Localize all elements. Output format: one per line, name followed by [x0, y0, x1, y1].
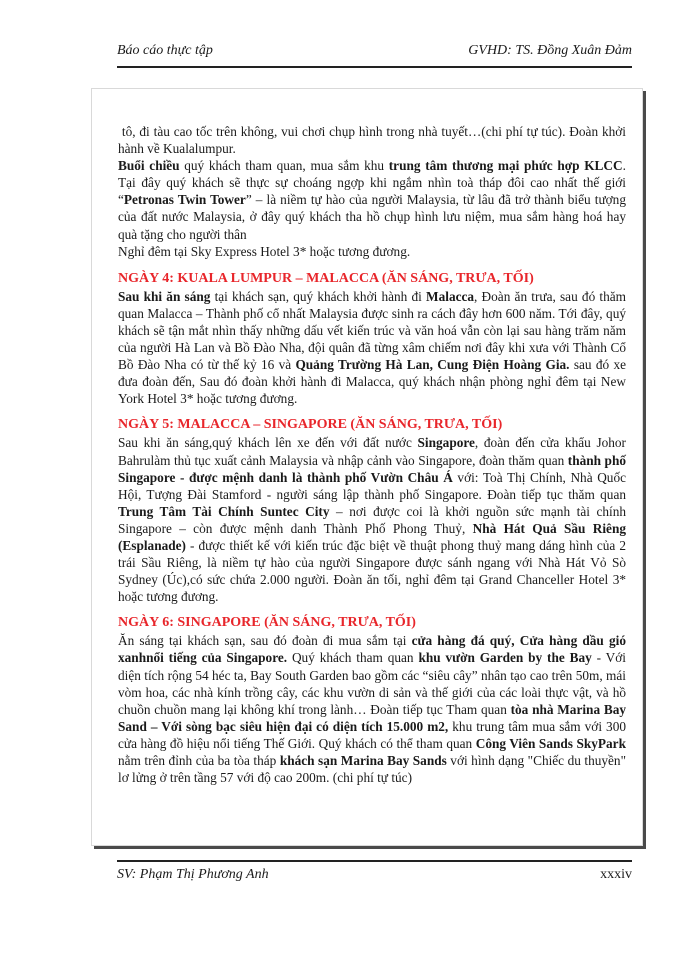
bold-text: Quảng Trường Hà Lan, Cung Điện Hoàng Gia.: [295, 357, 570, 373]
bold-text: Công Viên Sands SkyPark: [475, 735, 626, 751]
page-header: [117, 40, 632, 68]
day6-heading: NGÀY 6: SINGAPORE (ĂN SÁNG, TRƯA, TỐI): [118, 615, 416, 631]
paragraph-text: ” – là niềm tự hào của người Malaysia, từ lâu đã trở thành biểu tượng của đất nước Malaysia, ở đây quý khách tha hồ chụp hình lưu niệm, mua sắm hàng hoá hay quà tặng cho người thân: [118, 192, 626, 242]
bold-text: Buổi chiều: [118, 158, 180, 174]
bold-text: Nhà Hát Quả Sầu Riêng (Esplanade): [118, 520, 626, 553]
paragraph-text: - được thiết kế với kiến trúc đặc biệt về thuật phong thuỷ mang dáng hình của 2 trái Sầu Riêng, là niềm tự hào của người Singapore được sánh ngang với Nhà Hát Vỏ Sò Sydney (Úc),có sức chứa 2.000 người. Đoàn ăn tối, nghỉ đêm tại Grand Chanceller Hotel 3* hoặc tương đương.: [118, 537, 626, 605]
bold-text: Sau khi ăn sáng: [118, 288, 211, 304]
document-body: [118, 123, 626, 786]
paragraph-text: , đoàn đến cửa khẩu Johor Bahrulàm thủ tục xuất cảnh Malaysia và nhập cảnh vào Singapore, đoàn thăm quan: [118, 435, 626, 468]
paragraph-text: tô, đi tàu cao tốc trên không, vui chơi chụp hình trong nhà tuyết…(chi phí tự túc). Đoàn khởi hành về Kualalumpur.: [118, 124, 626, 157]
bold-text: tòa nhà Marina Bay Sand – Với sòng bạc siêu hiện đại có diện tích 15.000 m2,: [118, 701, 627, 734]
paragraph-text: tại khách sạn, quý khách khởi hành đi: [210, 288, 427, 304]
bold-text: Singapore: [417, 435, 475, 451]
bold-text: khu vườn Garden by the Bay: [418, 650, 592, 666]
paragraph-text: quý khách tham quan, mua sắm khu: [179, 158, 389, 174]
day5-heading: NGÀY 5: MALACCA – SINGAPORE (ĂN SÁNG, TRƯA, TỐI): [118, 417, 503, 433]
paragraph-text: với hình dạng "Chiếc du thuyền" lơ lửng ở trên tầng 57 với độ cao 200m. (chi phí tự túc): [118, 753, 626, 786]
bold-text: Malacca: [426, 288, 475, 304]
bold-text: khách sạn Marina Bay Sands: [279, 753, 447, 768]
day4-paragraph: [118, 288, 626, 408]
day4-heading: NGÀY 4: KUALA LUMPUR – MALACCA (ĂN SÁNG, TRƯA, TỐI): [118, 270, 534, 286]
paragraph-text: Sau khi ăn sáng,quý khách lên xe đến với đất nước: [118, 435, 418, 451]
day5-paragraph: [118, 434, 626, 605]
paragraph-text: Nghỉ đêm tại Sky Express Hotel 3* hoặc tương đương.: [118, 243, 411, 259]
paragraph-text: . Tại đây quý khách sẽ thực sự choáng ngợp khi ngắm nhìn toà tháp đôi cao nhất thế giới “: [118, 158, 626, 208]
paragraph: [118, 123, 626, 157]
paragraph-text: Ăn sáng tại khách sạn, sau đó đoàn đi mua sắm tại: [118, 633, 412, 649]
paragraph-text: sau đó xe đưa đoàn đến, Sau đó đoàn khởi hành đi Malacca, quý khách nhận phòng nghỉ đêm tại New York Hotel 3* hoặc tương đương.: [118, 357, 627, 407]
bold-text: trung tâm thương mại phức hợp KLCC: [388, 158, 623, 174]
header-supervisor: GVHD: TS. Đồng Xuân Đảm: [468, 43, 632, 58]
paragraph-text: - Với diện tích rộng 54 héc ta, Bay South Garden bao gồm các “siêu cây” nhân tạo cao trên 50m, mái vòm hoa, các nhà kính trồng cây, các khu vườn di sản và thế giới của các loài thực vật, và hồ chuồn chuồn mang lại không khí trong lành… Đoàn tiếp tục Tham quan: [118, 650, 626, 717]
page-number: xxxiv: [600, 867, 632, 882]
paragraph-text: , Đoàn ăn trưa, sau đó thăm quan Malacca – Thành phố cổ nhất Malaysia được sinh ra cách đây hơn 600 năm. Tới đây, quý khách sẽ tận mắt nhìn thấy những dấu vết kiến trúc và văn hoá vẫn còn lại sau hàng trăm năm của người Hà Lan và Bồ Đào Nha, đội quân đã từng xâm chiếm nơi đây khi xưa với Thành Cổ Bồ Đào Nha có từ thế kỷ 16 và: [118, 288, 626, 373]
paragraph: [118, 157, 626, 242]
bold-text: Trung Tâm Tài Chính Suntec City: [118, 503, 330, 519]
paragraph-text: – nơi được coi là khởi nguồn sức mạnh tài chính Singapore – còn được mệnh danh Thành Phố Phong Thuỷ,: [118, 503, 626, 536]
footer-student-name: SV: Phạm Thị Phương Anh: [117, 867, 269, 882]
paragraph-text: nằm trên đỉnh của ba tòa tháp: [118, 753, 280, 768]
day6-paragraph: [118, 632, 626, 786]
paragraph-text: khu trung tâm mua sắm với 300 cửa hàng đồ hiệu nổi tiếng Thế Giới. Quý khách có thể tham quan: [118, 718, 626, 751]
bold-text: cửa hàng đá quý, Cửa hàng dầu gió xanhnổi tiếng của Singapore.: [118, 633, 626, 666]
paragraph-text: Quý khách tham quan: [287, 650, 419, 666]
page-footer: [117, 860, 632, 884]
bold-text: thành phố Singapore - được mệnh danh là thành phố Vườn Châu Á: [118, 452, 626, 485]
bold-text: Petronas Twin Tower: [123, 192, 246, 208]
paragraph-text: với: Toà Thị Chính, Nhà Quốc Hội, Tượng Đài Stamford - người sáng lập thành phố Singapore. Đoàn tiếp tục thăm quan: [118, 469, 626, 502]
paragraph: [118, 243, 626, 260]
header-report-title: Báo cáo thực tập: [117, 43, 213, 58]
